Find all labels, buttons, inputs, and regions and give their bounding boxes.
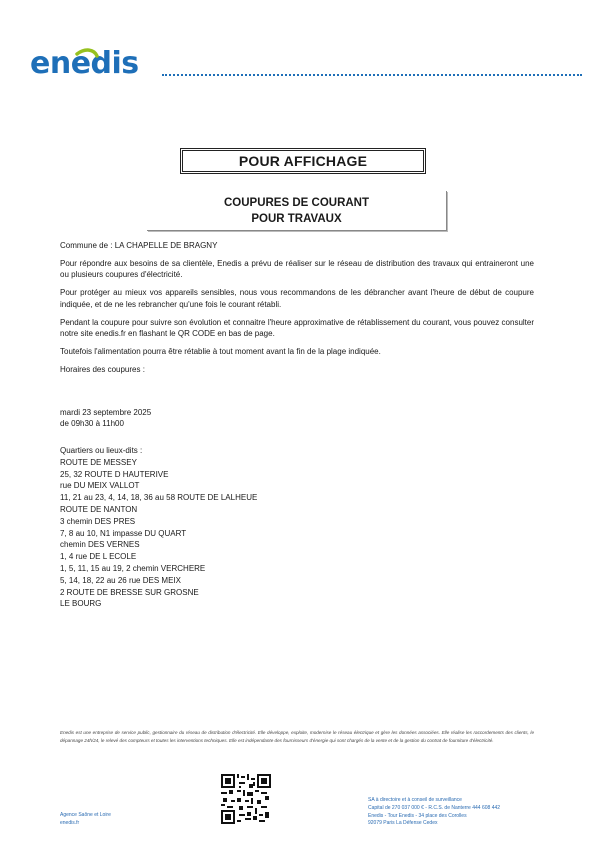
company-info	[368, 797, 538, 828]
company-line-3: Enedis - Tour Enedis - 34 place des Corolles	[368, 812, 467, 819]
schedule-time: de 09h30 à 11h00	[60, 419, 124, 429]
schedule-date: mardi 23 septembre 2025	[60, 408, 152, 417]
enedis-logo	[30, 44, 158, 80]
list-item: ROUTE DE MESSEY	[60, 457, 137, 467]
schedule-heading: Horaires des coupures :	[60, 364, 145, 374]
company-line-1: SA à directoire et à conseil de surveillance	[368, 797, 462, 803]
commune-line: Commune de : LA CHAPELLE DE BRAGNY	[60, 241, 218, 250]
notice-title: POUR AFFICHAGE	[180, 148, 426, 174]
paragraph-intro: Pour répondre aux besoins de sa clientèle, Enedis a prévu de réaliser sur le réseau de distribution des travaux qui entraineront une ou plusieurs coupures d'électricité.	[60, 258, 534, 280]
qr-code-icon[interactable]	[221, 774, 271, 824]
header-divider	[162, 74, 582, 76]
list-item: 1, 4 rue DE L ECOLE	[60, 552, 137, 562]
paragraph-restore: Toutefois l'alimentation pourra être rétablie à tout moment avant la fin de la plage indiquée.	[60, 346, 381, 356]
footer-legal-text: Enedis est une entreprise de service public, gestionnaire du réseau de distribution d'électricité. Elle développe, exploite, modernise le réseau électrique et gère les données associées. Elle réalise les raccordements des clients, le dépannage 24h/24, le relevé des compteurs et toutes les interventions techniques. Elle est indépendante des fournisseurs d'énergie qui sont chargés de la vente et de la gestion du contrat de fourniture d'électricité.	[60, 730, 534, 743]
list-item: chemin DES VERNES	[60, 540, 140, 550]
subtitle-line-2: POUR TRAVAUX	[251, 213, 342, 225]
schedule-block	[60, 407, 151, 429]
places-list	[60, 445, 257, 610]
list-item: LE BOURG	[60, 599, 102, 609]
company-line-2: Capital de 270 037 000 € - R.C.S. de Nanterre 444 608 442	[368, 804, 501, 811]
agency-info	[60, 812, 111, 827]
logo-text: enedis	[30, 46, 139, 80]
list-item: ROUTE DE NANTON	[60, 504, 138, 514]
subtitle-line-1: COUPURES DE COURANT	[223, 197, 370, 209]
list-item: 1, 5, 11, 15 au 19, 2 chemin VERCHERE	[60, 563, 206, 573]
company-line-4: 92079 Paris La Défense Cedex	[368, 820, 438, 827]
list-item: 3 chemin DES PRES	[60, 516, 136, 526]
notice-subtitle	[147, 191, 447, 231]
list-item: 7, 8 au 10, N1 impasse DU QUART	[60, 528, 187, 538]
notice-body	[60, 240, 534, 382]
places-heading: Quartiers ou lieux-dits :	[60, 446, 143, 455]
list-item: 5, 14, 18, 22 au 26 rue DES MEIX	[60, 575, 181, 585]
paragraph-follow: Pendant la coupure pour suivre son évolution et connaitre l'heure approximative de rétablissement du courant, vous pouvez consulter notre site enedis.fr en flashant le QR CODE en bas de page.	[60, 317, 534, 338]
list-item: rue DU MEIX VALLOT	[60, 481, 140, 491]
paragraph-protect: Pour protéger au mieux vos appareils sensibles, nous vous recommandons de les débrancher avant l'heure de début de coupure indiquée, et de ne les rebrancher qu'une fois le courant rétabli.	[60, 288, 534, 309]
list-item: 11, 21 au 23, 4, 14, 18, 36 au 58 ROUTE DE LALHEUE	[60, 493, 258, 503]
list-item: 2 ROUTE DE BRESSE SUR GROSNE	[60, 587, 199, 597]
list-item: 25, 32 ROUTE D HAUTERIVE	[60, 469, 169, 479]
agency-name: Agence Saône et Loire	[60, 812, 111, 818]
agency-website-link[interactable]: enedis.fr	[60, 819, 80, 826]
